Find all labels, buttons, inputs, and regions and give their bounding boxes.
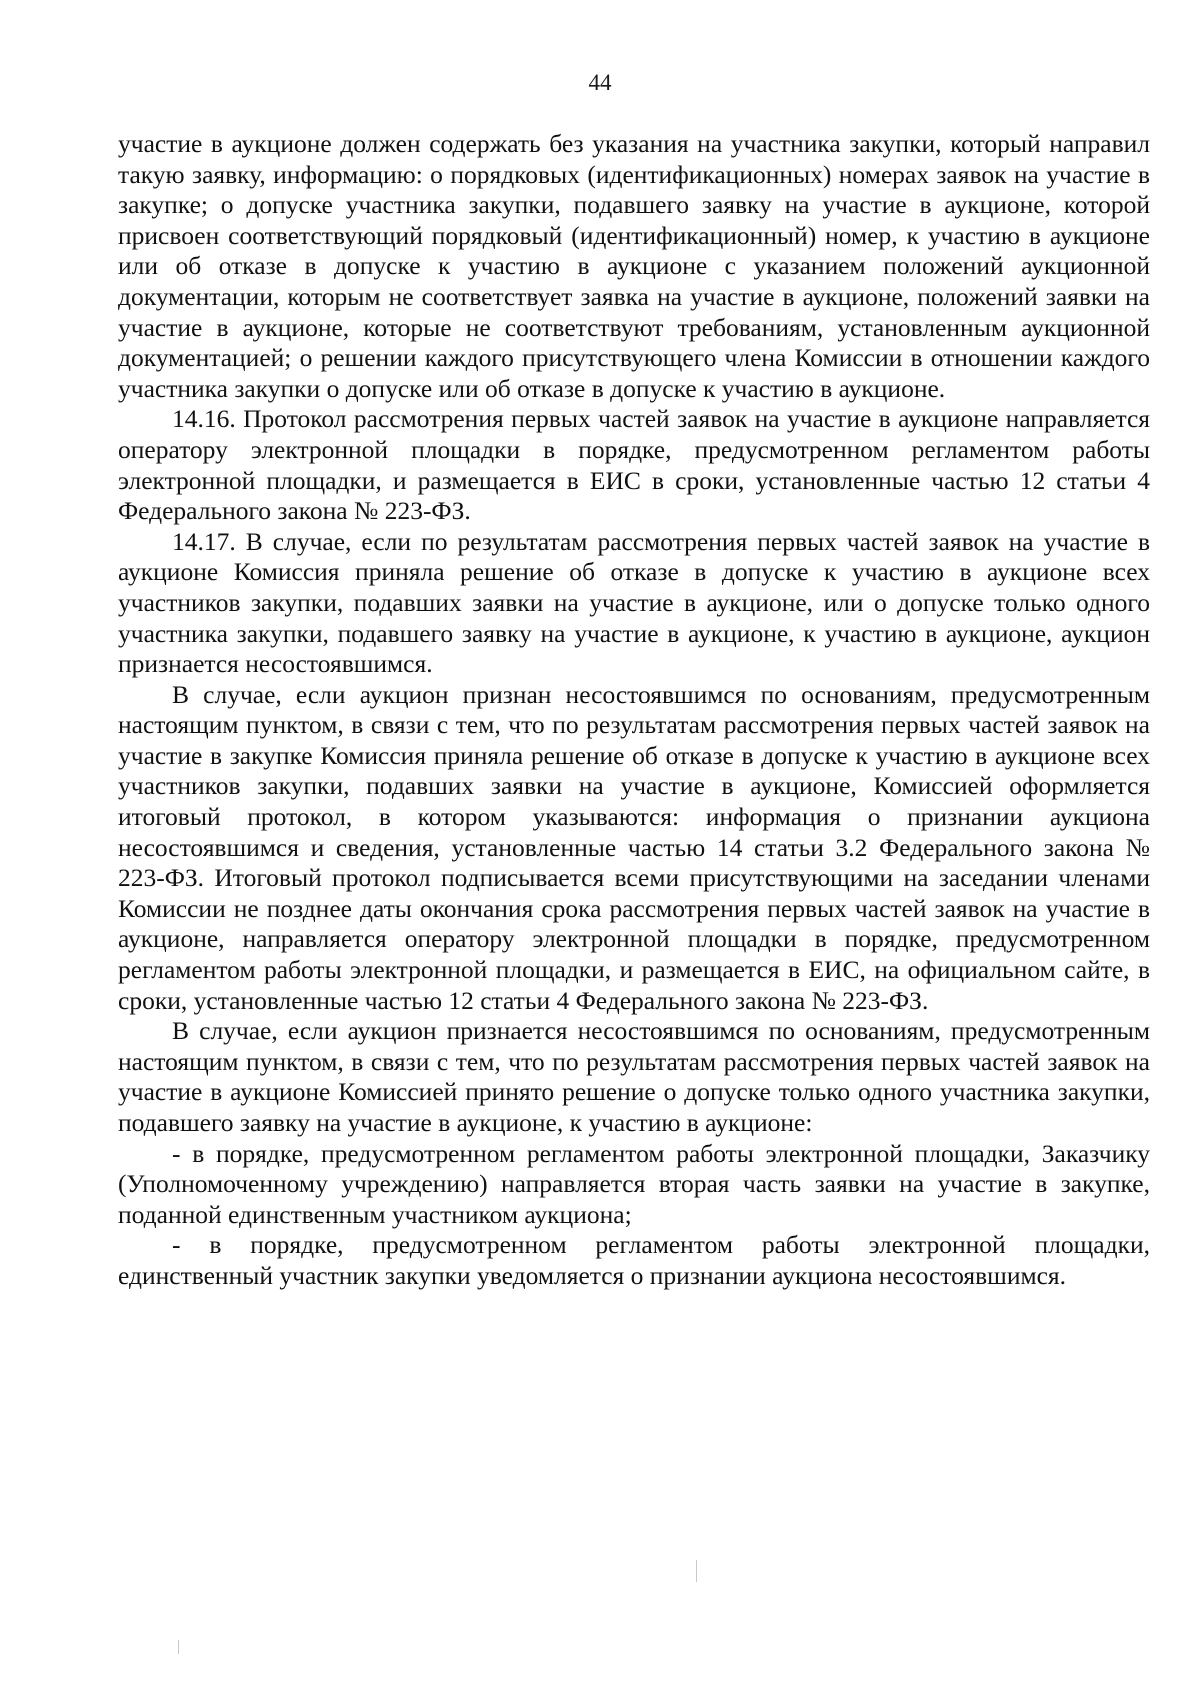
page-number: 44 [588,70,612,95]
paragraph-case-all-rejected: В случае, если аукцион признан несостоявшимся по основаниям, предусмотренным настоящим пунктом, в связи с тем, что по результатам рассмотрения первых частей заявок на участие в закупке Комиссия приняла решение об отказе в допуске к участию в аукционе всех участников закупки, подавших заявки на участие в аукционе, Комиссией оформляется итоговый протокол, в котором указываются: информация о признании аукциона несостоявшимся и сведения, установленные частью 14 статьи 3.2 Федерального закона № 223-ФЗ. Итоговый протокол подписывается всеми присутствующими на заседании членами Комиссии не позднее даты окончания срока рассмотрения первых частей заявок на участие в аукционе, направляется оператору электронной площадки в порядке, предусмотренном регламентом работы электронной площадки, и размещается в ЕИС, на официальном сайте, в сроки, установленные частью 12 статьи 4 Федерального закона № 223-ФЗ. [118,679,1150,1015]
scan-artifact-line [178,1640,179,1654]
paragraph-case-one-admitted: В случае, если аукцион признается несостоявшимся по основаниям, предусмотренным настоящим пунктом, в связи с тем, что по результатам рассмотрения первых частей заявок на участие в аукционе Комиссией принято решение о допуске только одного участника закупки, подавшего заявку на участие в аукционе, к участию в аукционе: [118,1016,1150,1137]
paragraph-dash-item-2: - в порядке, предусмотренном регламентом работы электронной площадки, единственный участник закупки уведомляется о признании аукциона несостоявшимся. [118,1230,1150,1290]
paragraph-14-17: 14.17. В случае, если по результатам рассмотрения первых частей заявок на участие в аукционе Комиссия приняла решение об отказе в допуске к участию в аукционе всех участников закупки, подавших заявки на участие в аукционе, или о допуске только одного участника закупки, подавшего заявку на участие в аукционе, к участию в аукционе, аукцион признается несостоявшимся. [118,526,1150,679]
document-body [118,129,1150,1292]
paragraph-dash-item-1: - в порядке, предусмотренном регламентом работы электронной площадки, Заказчику (Уполномоченному учреждению) направляется вторая часть заявки на участие в закупке, поданной единственным участником аукциона; [118,1138,1150,1229]
scan-artifact-line [696,1560,697,1582]
paragraph-14-16: 14.16. Протокол рассмотрения первых частей заявок на участие в аукционе направляется оператору электронной площадки в порядке, предусмотренном регламентом работы электронной площадки, и размещается в ЕИС в сроки, установленные частью 12 статьи 4 Федерального закона № 223-ФЗ. [118,404,1150,526]
paragraph-continuation: участие в аукционе должен содержать без указания на участника закупки, который направил такую заявку, информацию: о порядковых (идентификационных) номерах заявок на участие в закупке; о допуске участника закупки, подавшего заявку на участие в аукционе, которой присвоен соответствующий порядковый (идентификационный) номер, к участию в аукционе или об отказе в допуске к участию в аукционе с указанием положений аукционной документации, которым не соответствует заявка на участие в аукционе, положений заявки на участие в аукционе, которые не соответствуют требованиям, установленным аукционной документацией; о решении каждого присутствующего члена Комиссии в отношении каждого участника закупки о допуске или об отказе в допуске к участию в аукционе. [118,129,1150,403]
